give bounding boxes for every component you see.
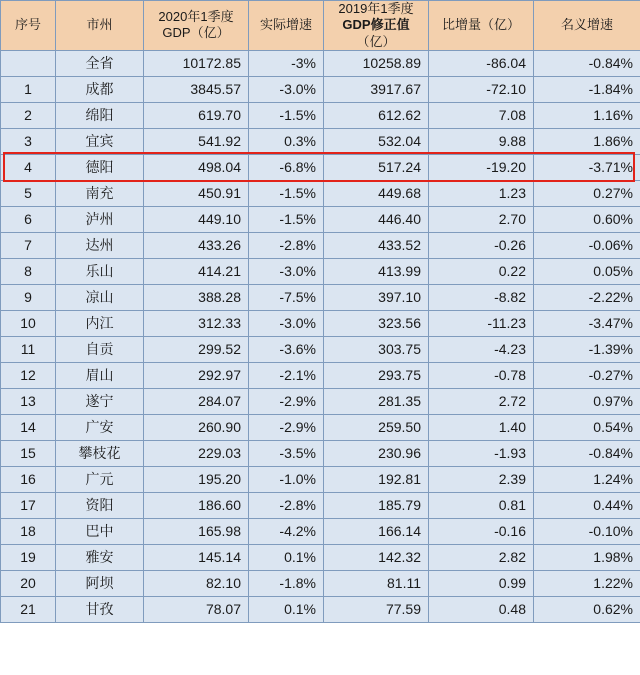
header-gdp-2020q1-line1: 2020年1季度 xyxy=(158,9,234,25)
cell-nominal-growth: 0.44% xyxy=(534,492,640,518)
cell-increase: 0.81 xyxy=(429,492,534,518)
header-gdp-2020q1 xyxy=(144,1,249,51)
cell-city: 达州 xyxy=(56,232,144,258)
cell-increase: 7.08 xyxy=(429,102,534,128)
cell-gdp-2020q1: 498.04 xyxy=(144,154,249,180)
header-rank-label: 序号 xyxy=(14,17,41,33)
cell-nominal-growth: 1.98% xyxy=(534,544,640,570)
header-real-growth-label: 实际增速 xyxy=(259,17,312,33)
cell-city: 甘孜 xyxy=(56,596,144,622)
cell-increase: 1.23 xyxy=(429,180,534,206)
cell-nominal-growth: -2.22% xyxy=(534,284,640,310)
cell-real-growth: -2.9% xyxy=(249,414,324,440)
cell-rank: 2 xyxy=(1,102,56,128)
cell-gdp-2019q1: 612.62 xyxy=(324,102,429,128)
cell-city: 广元 xyxy=(56,466,144,492)
cell-city: 眉山 xyxy=(56,362,144,388)
header-nominal-growth xyxy=(534,1,640,51)
table-row[interactable] xyxy=(1,50,640,76)
cell-rank: 15 xyxy=(1,440,56,466)
cell-gdp-2019q1: 281.35 xyxy=(324,388,429,414)
cell-rank: 8 xyxy=(1,258,56,284)
cell-real-growth: -3.0% xyxy=(249,76,324,102)
cell-nominal-growth: -0.06% xyxy=(534,232,640,258)
cell-gdp-2019q1: 259.50 xyxy=(324,414,429,440)
table-row[interactable] xyxy=(1,180,640,206)
cell-increase: 0.48 xyxy=(429,596,534,622)
cell-increase: -0.26 xyxy=(429,232,534,258)
cell-gdp-2019q1: 397.10 xyxy=(324,284,429,310)
table-row[interactable] xyxy=(1,544,640,570)
cell-gdp-2020q1: 165.98 xyxy=(144,518,249,544)
cell-real-growth: -2.8% xyxy=(249,492,324,518)
cell-real-growth: -3.6% xyxy=(249,336,324,362)
cell-gdp-2020q1: 312.33 xyxy=(144,310,249,336)
cell-real-growth: -1.5% xyxy=(249,102,324,128)
cell-gdp-2019q1: 323.56 xyxy=(324,310,429,336)
cell-real-growth: -4.2% xyxy=(249,518,324,544)
cell-gdp-2019q1: 449.68 xyxy=(324,180,429,206)
cell-increase: -72.10 xyxy=(429,76,534,102)
cell-gdp-2019q1: 413.99 xyxy=(324,258,429,284)
cell-nominal-growth: -1.84% xyxy=(534,76,640,102)
cell-nominal-growth: 1.16% xyxy=(534,102,640,128)
table-row[interactable] xyxy=(1,596,640,622)
cell-nominal-growth: -0.84% xyxy=(534,440,640,466)
cell-city: 阿坝 xyxy=(56,570,144,596)
cell-nominal-growth: -0.27% xyxy=(534,362,640,388)
header-gdp-2019q1-line3: （亿） xyxy=(356,33,396,49)
cell-gdp-2020q1: 414.21 xyxy=(144,258,249,284)
cell-increase: 9.88 xyxy=(429,128,534,154)
cell-nominal-growth: 1.22% xyxy=(534,570,640,596)
header-gdp-2019q1-line1: 2019年1季度 xyxy=(338,1,414,16)
cell-gdp-2020q1: 292.97 xyxy=(144,362,249,388)
cell-real-growth: -2.1% xyxy=(249,362,324,388)
cell-real-growth: -6.8% xyxy=(249,154,324,180)
cell-gdp-2020q1: 229.03 xyxy=(144,440,249,466)
cell-real-growth: -2.9% xyxy=(249,388,324,414)
cell-nominal-growth: -0.84% xyxy=(534,50,640,76)
cell-rank: 12 xyxy=(1,362,56,388)
cell-city: 广安 xyxy=(56,414,144,440)
cell-gdp-2019q1: 433.52 xyxy=(324,232,429,258)
cell-increase: -11.23 xyxy=(429,310,534,336)
cell-increase: -1.93 xyxy=(429,440,534,466)
cell-nominal-growth: 0.27% xyxy=(534,180,640,206)
cell-gdp-2019q1: 230.96 xyxy=(324,440,429,466)
table-row[interactable] xyxy=(1,388,640,414)
table-row[interactable] xyxy=(1,232,640,258)
cell-gdp-2019q1: 532.04 xyxy=(324,128,429,154)
table-row[interactable] xyxy=(1,76,640,102)
cell-gdp-2019q1: 303.75 xyxy=(324,336,429,362)
cell-increase: 2.39 xyxy=(429,466,534,492)
cell-city: 巴中 xyxy=(56,518,144,544)
cell-nominal-growth: 0.05% xyxy=(534,258,640,284)
cell-gdp-2020q1: 449.10 xyxy=(144,206,249,232)
cell-increase: -0.16 xyxy=(429,518,534,544)
cell-nominal-growth: 0.97% xyxy=(534,388,640,414)
cell-gdp-2019q1: 293.75 xyxy=(324,362,429,388)
cell-real-growth: -1.0% xyxy=(249,466,324,492)
header-rank xyxy=(1,1,56,51)
cell-rank: 19 xyxy=(1,544,56,570)
cell-rank: 5 xyxy=(1,180,56,206)
cell-gdp-2019q1: 77.59 xyxy=(324,596,429,622)
cell-gdp-2019q1: 192.81 xyxy=(324,466,429,492)
cell-rank: 14 xyxy=(1,414,56,440)
table-row[interactable] xyxy=(1,102,640,128)
cell-gdp-2020q1: 541.92 xyxy=(144,128,249,154)
table-row[interactable] xyxy=(1,570,640,596)
cell-nominal-growth: -3.47% xyxy=(534,310,640,336)
cell-real-growth: 0.1% xyxy=(249,596,324,622)
cell-nominal-growth: 0.60% xyxy=(534,206,640,232)
cell-real-growth: -3.5% xyxy=(249,440,324,466)
cell-increase: 0.22 xyxy=(429,258,534,284)
cell-city: 遂宁 xyxy=(56,388,144,414)
cell-rank: 11 xyxy=(1,336,56,362)
table-row[interactable] xyxy=(1,466,640,492)
cell-real-growth: -1.8% xyxy=(249,570,324,596)
cell-nominal-growth: 1.86% xyxy=(534,128,640,154)
table-row[interactable] xyxy=(1,284,640,310)
cell-gdp-2020q1: 619.70 xyxy=(144,102,249,128)
cell-city: 宜宾 xyxy=(56,128,144,154)
cell-real-growth: -2.8% xyxy=(249,232,324,258)
cell-city: 攀枝花 xyxy=(56,440,144,466)
cell-rank: 3 xyxy=(1,128,56,154)
cell-increase: 2.70 xyxy=(429,206,534,232)
cell-real-growth: -3.0% xyxy=(249,310,324,336)
cell-increase: -4.23 xyxy=(429,336,534,362)
cell-rank: 9 xyxy=(1,284,56,310)
cell-gdp-2019q1: 185.79 xyxy=(324,492,429,518)
cell-increase: -86.04 xyxy=(429,50,534,76)
cell-gdp-2019q1: 10258.89 xyxy=(324,50,429,76)
table-header xyxy=(1,1,640,51)
cell-city: 绵阳 xyxy=(56,102,144,128)
cell-increase: 1.40 xyxy=(429,414,534,440)
cell-rank: 10 xyxy=(1,310,56,336)
cell-rank xyxy=(1,50,56,76)
cell-rank: 6 xyxy=(1,206,56,232)
cell-nominal-growth: -3.71% xyxy=(534,154,640,180)
cell-gdp-2020q1: 388.28 xyxy=(144,284,249,310)
cell-gdp-2019q1: 81.11 xyxy=(324,570,429,596)
table-row[interactable] xyxy=(1,310,640,336)
cell-increase: -0.78 xyxy=(429,362,534,388)
cell-gdp-2020q1: 284.07 xyxy=(144,388,249,414)
cell-increase: 2.72 xyxy=(429,388,534,414)
cell-nominal-growth: 0.54% xyxy=(534,414,640,440)
table-body xyxy=(1,50,640,622)
cell-city: 乐山 xyxy=(56,258,144,284)
cell-real-growth: -1.5% xyxy=(249,206,324,232)
cell-city: 南充 xyxy=(56,180,144,206)
cell-nominal-growth: 1.24% xyxy=(534,466,640,492)
header-nominal-growth-label: 名义增速 xyxy=(560,17,613,33)
cell-gdp-2020q1: 186.60 xyxy=(144,492,249,518)
header-real-growth xyxy=(249,1,324,51)
header-city-label: 市州 xyxy=(86,17,113,33)
cell-gdp-2020q1: 145.14 xyxy=(144,544,249,570)
cell-rank: 7 xyxy=(1,232,56,258)
cell-rank: 1 xyxy=(1,76,56,102)
cell-gdp-2020q1: 82.10 xyxy=(144,570,249,596)
table-row[interactable] xyxy=(1,440,640,466)
cell-gdp-2020q1: 78.07 xyxy=(144,596,249,622)
header-row xyxy=(1,1,640,51)
table-row[interactable] xyxy=(1,206,640,232)
cell-gdp-2020q1: 433.26 xyxy=(144,232,249,258)
cell-city: 凉山 xyxy=(56,284,144,310)
table-row[interactable] xyxy=(1,336,640,362)
cell-gdp-2020q1: 299.52 xyxy=(144,336,249,362)
cell-city: 全省 xyxy=(56,50,144,76)
cell-real-growth: -1.5% xyxy=(249,180,324,206)
table-row[interactable] xyxy=(1,154,640,180)
table-row[interactable] xyxy=(1,492,640,518)
table-row[interactable] xyxy=(1,128,640,154)
cell-rank: 16 xyxy=(1,466,56,492)
cell-rank: 18 xyxy=(1,518,56,544)
cell-gdp-2019q1: 3917.67 xyxy=(324,76,429,102)
cell-city: 成都 xyxy=(56,76,144,102)
header-gdp-2020q1-line2: GDP（亿） xyxy=(162,25,230,41)
cell-real-growth: -3% xyxy=(249,50,324,76)
cell-city: 雅安 xyxy=(56,544,144,570)
cell-gdp-2020q1: 3845.57 xyxy=(144,76,249,102)
cell-real-growth: -3.0% xyxy=(249,258,324,284)
cell-city: 内江 xyxy=(56,310,144,336)
cell-gdp-2020q1: 260.90 xyxy=(144,414,249,440)
cell-rank: 13 xyxy=(1,388,56,414)
table-row[interactable] xyxy=(1,414,640,440)
cell-real-growth: -7.5% xyxy=(249,284,324,310)
cell-nominal-growth: -0.10% xyxy=(534,518,640,544)
cell-increase: 0.99 xyxy=(429,570,534,596)
header-gdp-2019q1-line2: GDP修正值 xyxy=(342,17,410,33)
header-increase xyxy=(429,1,534,51)
cell-gdp-2020q1: 195.20 xyxy=(144,466,249,492)
cell-increase: -19.20 xyxy=(429,154,534,180)
table-row[interactable] xyxy=(1,362,640,388)
cell-gdp-2019q1: 446.40 xyxy=(324,206,429,232)
cell-increase: 2.82 xyxy=(429,544,534,570)
header-city xyxy=(56,1,144,51)
cell-city: 资阳 xyxy=(56,492,144,518)
cell-rank: 4 xyxy=(1,154,56,180)
header-increase-label: 比增量（亿） xyxy=(441,17,520,33)
cell-city: 自贡 xyxy=(56,336,144,362)
table-row[interactable] xyxy=(1,258,640,284)
cell-real-growth: 0.1% xyxy=(249,544,324,570)
header-gdp-2019q1-revised xyxy=(324,1,429,51)
cell-increase: -8.82 xyxy=(429,284,534,310)
cell-gdp-2019q1: 142.32 xyxy=(324,544,429,570)
cell-city: 泸州 xyxy=(56,206,144,232)
cell-rank: 20 xyxy=(1,570,56,596)
cell-rank: 17 xyxy=(1,492,56,518)
cell-gdp-2020q1: 10172.85 xyxy=(144,50,249,76)
cell-gdp-2019q1: 517.24 xyxy=(324,154,429,180)
cell-city: 德阳 xyxy=(56,154,144,180)
cell-nominal-growth: 0.62% xyxy=(534,596,640,622)
cell-gdp-2019q1: 166.14 xyxy=(324,518,429,544)
cell-gdp-2020q1: 450.91 xyxy=(144,180,249,206)
cell-nominal-growth: -1.39% xyxy=(534,336,640,362)
cell-rank: 21 xyxy=(1,596,56,622)
cell-real-growth: 0.3% xyxy=(249,128,324,154)
table-row[interactable] xyxy=(1,518,640,544)
